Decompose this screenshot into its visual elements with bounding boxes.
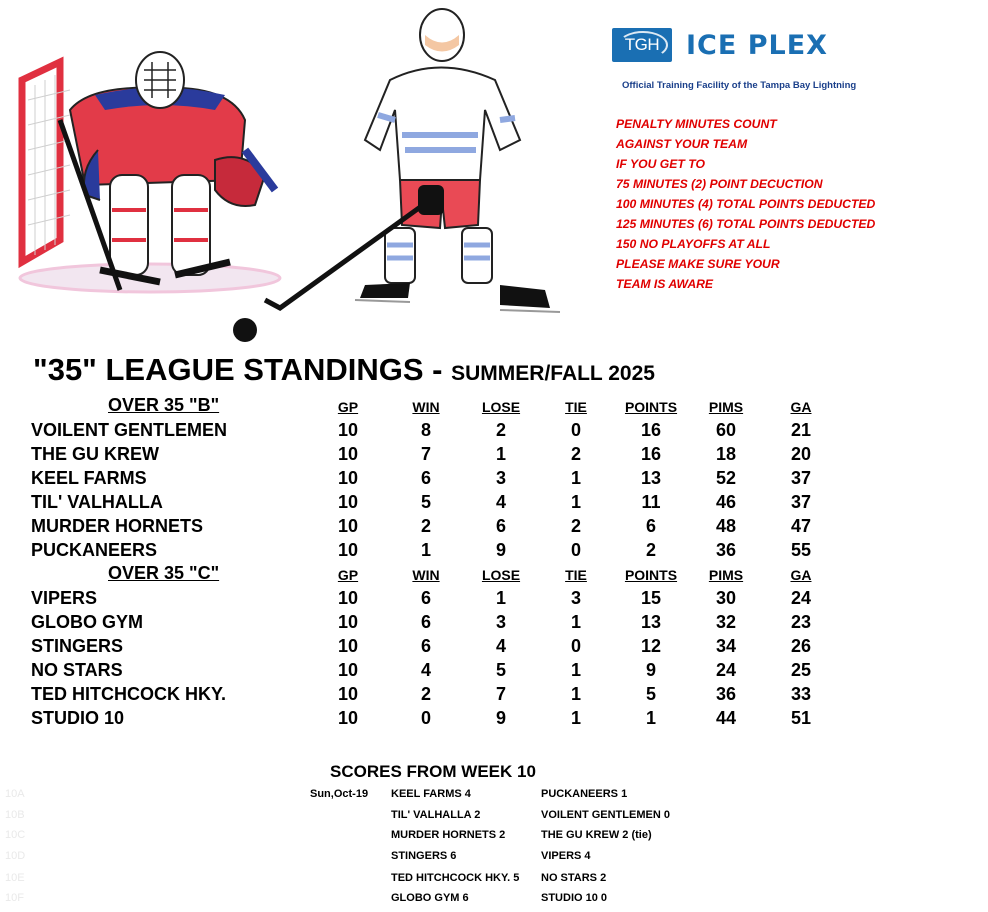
- stat-cell-pims: 24: [715, 660, 737, 680]
- away-team-score: PUCKANEERS 1: [541, 788, 628, 800]
- team-name: MURDER HORNETS: [31, 516, 204, 536]
- table-row: [0, 516, 988, 540]
- stat-cell-ga: 20: [790, 444, 812, 464]
- stat-cell-tie: 1: [570, 468, 581, 488]
- stat-cell-lose: 3: [495, 468, 506, 488]
- stat-cell-lose: 5: [495, 660, 506, 680]
- stat-cell-ga: 24: [790, 588, 812, 608]
- stat-cell-points: 5: [645, 684, 656, 704]
- score-row: [0, 872, 988, 892]
- stat-cell-points: 2: [645, 540, 656, 560]
- table-row: [0, 540, 988, 564]
- stat-cell-ga: 37: [790, 468, 812, 488]
- column-header: WIN: [412, 399, 440, 415]
- puck-icon: [233, 318, 257, 342]
- stat-cell-lose: 1: [495, 588, 506, 608]
- table-row: [0, 612, 988, 636]
- penalty-line: 125 MINUTES (6) TOTAL POINTS DEDUCTED: [616, 217, 876, 231]
- away-team-score: THE GU KREW 2 (tie): [541, 829, 652, 841]
- stat-cell-ga: 33: [790, 684, 812, 704]
- table-row: [0, 684, 988, 708]
- stat-cell-points: 15: [640, 588, 662, 608]
- stat-cell-points: 12: [640, 636, 662, 656]
- stat-cell-lose: 9: [495, 540, 506, 560]
- column-header: WIN: [412, 567, 440, 583]
- stat-cell-gp: 10: [337, 468, 359, 488]
- stat-cell-pims: 60: [715, 420, 737, 440]
- stat-cell-win: 2: [420, 684, 431, 704]
- table-row: [0, 420, 988, 444]
- stat-cell-ga: 23: [790, 612, 812, 632]
- stat-cell-win: 2: [420, 516, 431, 536]
- team-name: KEEL FARMS: [31, 468, 147, 488]
- stat-cell-pims: 46: [715, 492, 737, 512]
- stat-cell-gp: 10: [337, 708, 359, 728]
- stat-cell-win: 5: [420, 492, 431, 512]
- stat-cell-gp: 10: [337, 516, 359, 536]
- stat-cell-gp: 10: [337, 420, 359, 440]
- score-row: [0, 829, 988, 849]
- stat-cell-lose: 4: [495, 636, 506, 656]
- score-row: [0, 850, 988, 870]
- game-id: 10E: [5, 872, 25, 884]
- column-header: PIMS: [708, 567, 744, 583]
- stat-cell-lose: 2: [495, 420, 506, 440]
- penalty-line: AGAINST YOUR TEAM: [616, 137, 748, 151]
- team-name: VOILENT GENTLEMEN: [31, 420, 228, 440]
- stat-cell-ga: 37: [790, 492, 812, 512]
- stat-cell-pims: 44: [715, 708, 737, 728]
- stat-cell-tie: 1: [570, 708, 581, 728]
- home-team-score: MURDER HORNETS 2: [391, 829, 506, 841]
- score-row: [0, 892, 988, 912]
- stat-cell-win: 4: [420, 660, 431, 680]
- team-name: PUCKANEERS: [31, 540, 158, 560]
- stat-cell-ga: 47: [790, 516, 812, 536]
- scores-title: SCORES FROM WEEK 10: [330, 762, 536, 781]
- penalty-line: 100 MINUTES (4) TOTAL POINTS DEDUCTED: [616, 197, 876, 211]
- stat-cell-tie: 2: [570, 516, 581, 536]
- stat-cell-tie: 0: [570, 540, 581, 560]
- column-header: PIMS: [708, 399, 744, 415]
- penalty-line: TEAM IS AWARE: [616, 277, 714, 291]
- team-name: STINGERS: [31, 636, 124, 656]
- away-team-score: NO STARS 2: [541, 872, 607, 884]
- stat-cell-tie: 1: [570, 492, 581, 512]
- stat-cell-win: 6: [420, 588, 431, 608]
- stat-cell-tie: 1: [570, 612, 581, 632]
- column-header: TIE: [565, 399, 587, 415]
- stat-cell-gp: 10: [337, 492, 359, 512]
- stat-cell-win: 6: [420, 612, 431, 632]
- away-team-score: VIPERS 4: [541, 850, 591, 862]
- stat-cell-tie: 1: [570, 660, 581, 680]
- table-row: [0, 636, 988, 660]
- stat-cell-win: 1: [420, 540, 431, 560]
- stat-cell-gp: 10: [337, 444, 359, 464]
- home-team-score: GLOBO GYM 6: [391, 892, 469, 904]
- stat-cell-points: 6: [645, 516, 656, 536]
- stat-cell-ga: 21: [790, 420, 812, 440]
- column-header: LOSE: [481, 399, 521, 415]
- division-name: OVER 35 "B": [108, 395, 220, 415]
- penalty-line: 75 MINUTES (2) POINT DECUCTION: [616, 177, 823, 191]
- tgh-logo-box: TGH: [612, 28, 672, 62]
- logo-tagline: Official Training Facility of the Tampa Bay Lightning: [622, 80, 857, 91]
- game-id: 10A: [5, 788, 25, 800]
- stat-cell-win: 8: [420, 420, 431, 440]
- home-team-score: STINGERS 6: [391, 850, 457, 862]
- stat-cell-win: 6: [420, 468, 431, 488]
- home-team-score: TIL' VALHALLA 2: [391, 809, 481, 821]
- game-id: 10D: [5, 850, 26, 862]
- team-name: NO STARS: [31, 660, 123, 680]
- game-id: 10C: [5, 829, 26, 841]
- column-header: LOSE: [481, 567, 521, 583]
- stat-cell-lose: 3: [495, 612, 506, 632]
- score-row: [0, 788, 988, 808]
- home-team-score: KEEL FARMS 4: [391, 788, 471, 800]
- stat-cell-lose: 9: [495, 708, 506, 728]
- column-header: POINTS: [624, 567, 678, 583]
- penalty-notice: [616, 114, 875, 294]
- stat-cell-tie: 0: [570, 420, 581, 440]
- table-row: [0, 468, 988, 492]
- stat-cell-pims: 36: [715, 540, 737, 560]
- team-name: VIPERS: [31, 588, 98, 608]
- stat-cell-pims: 36: [715, 684, 737, 704]
- stat-cell-ga: 51: [790, 708, 812, 728]
- stat-cell-points: 13: [640, 612, 662, 632]
- penalty-line: 150 NO PLAYOFFS AT ALL: [616, 237, 771, 251]
- table-row: [0, 492, 988, 516]
- stat-cell-points: 16: [640, 444, 662, 464]
- title-separator: -: [423, 352, 452, 387]
- goalie-icon: [60, 52, 275, 290]
- team-name: STUDIO 10: [31, 708, 125, 728]
- column-header: GP: [337, 567, 359, 583]
- stat-cell-tie: 1: [570, 684, 581, 704]
- hockey-players-illustration: [0, 0, 600, 350]
- penalty-line: PENALTY MINUTES COUNT: [616, 117, 777, 131]
- stat-cell-pims: 52: [715, 468, 737, 488]
- penalty-line: IF YOU GET TO: [616, 157, 705, 171]
- column-header: GA: [790, 399, 812, 415]
- team-name: GLOBO GYM: [31, 612, 143, 632]
- team-name: TED HITCHCOCK HKY.: [31, 684, 227, 704]
- column-header: GP: [337, 399, 359, 415]
- stat-cell-pims: 18: [715, 444, 737, 464]
- stat-cell-points: 11: [641, 492, 661, 512]
- division-name: OVER 35 "C": [108, 563, 220, 583]
- column-header: POINTS: [624, 399, 678, 415]
- stat-cell-gp: 10: [337, 540, 359, 560]
- stat-cell-ga: 26: [790, 636, 812, 656]
- stat-cell-gp: 10: [337, 636, 359, 656]
- stat-cell-lose: 7: [495, 684, 506, 704]
- away-team-score: VOILENT GENTLEMEN 0: [541, 809, 670, 821]
- table-row: [0, 444, 988, 468]
- table-row: [0, 588, 988, 612]
- logo-name: ICE PLEX: [686, 30, 828, 61]
- stat-cell-points: 1: [645, 708, 656, 728]
- home-team-score: TED HITCHCOCK HKY. 5: [391, 872, 520, 884]
- team-name: THE GU KREW: [31, 444, 159, 464]
- table-row: [0, 660, 988, 684]
- stat-cell-pims: 34: [715, 636, 737, 656]
- stat-cell-win: 6: [420, 636, 431, 656]
- stat-cell-lose: 6: [495, 516, 506, 536]
- column-header: GA: [790, 567, 812, 583]
- stat-cell-tie: 3: [570, 588, 581, 608]
- stat-cell-points: 9: [645, 660, 656, 680]
- stat-cell-lose: 4: [495, 492, 506, 512]
- game-date: Sun,Oct-19: [310, 788, 369, 800]
- stat-cell-points: 16: [640, 420, 662, 440]
- stat-cell-ga: 25: [790, 660, 812, 680]
- stat-cell-gp: 10: [337, 588, 359, 608]
- penalty-line: PLEASE MAKE SURE YOUR: [616, 257, 780, 271]
- stat-cell-pims: 32: [715, 612, 737, 632]
- goal-net-icon: [22, 62, 70, 262]
- stat-cell-points: 13: [640, 468, 662, 488]
- stat-cell-gp: 10: [337, 660, 359, 680]
- column-header: TIE: [565, 567, 587, 583]
- stat-cell-lose: 1: [495, 444, 506, 464]
- table-row: [0, 708, 988, 732]
- skater-icon: [265, 9, 560, 312]
- title-season: SUMMER/FALL 2025: [451, 362, 655, 385]
- game-id: 10B: [5, 809, 25, 821]
- game-id: 10F: [5, 892, 24, 904]
- stat-cell-ga: 55: [790, 540, 812, 560]
- stat-cell-win: 7: [420, 444, 431, 464]
- stat-cell-pims: 48: [715, 516, 737, 536]
- stat-cell-gp: 10: [337, 612, 359, 632]
- title-main: "35" LEAGUE STANDINGS: [33, 352, 424, 387]
- stat-cell-tie: 2: [570, 444, 581, 464]
- score-row: [0, 809, 988, 829]
- stat-cell-pims: 30: [715, 588, 737, 608]
- page-title: [33, 352, 655, 388]
- stat-cell-tie: 0: [570, 636, 581, 656]
- stat-cell-win: 0: [420, 708, 431, 728]
- team-name: TIL' VALHALLA: [31, 492, 163, 512]
- away-team-score: STUDIO 10 0: [541, 892, 608, 904]
- stat-cell-gp: 10: [337, 684, 359, 704]
